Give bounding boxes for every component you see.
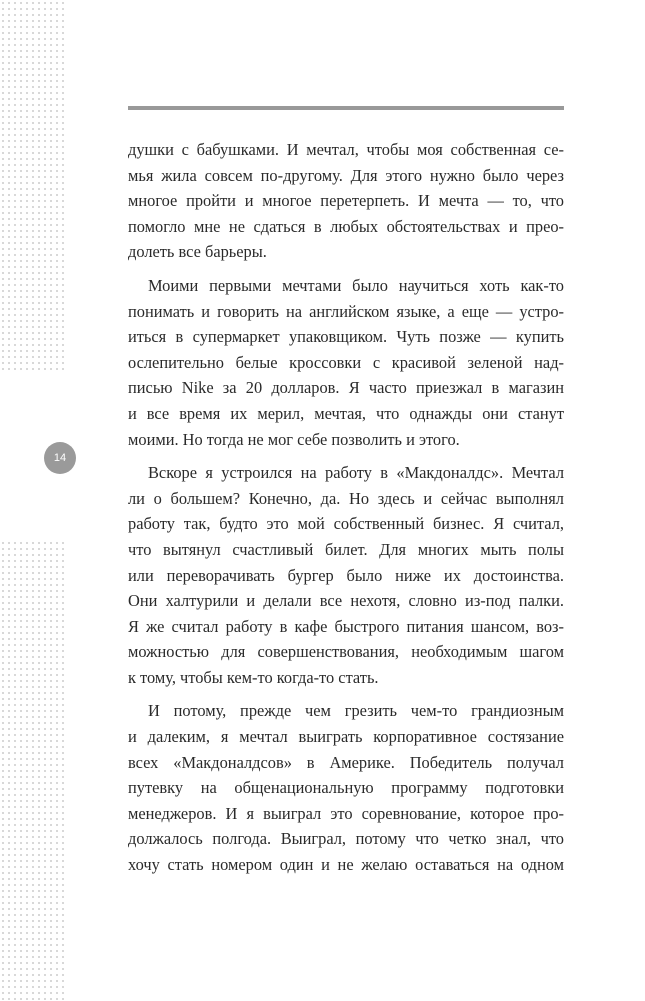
text-line: Моими первыми мечтами было научиться хоть как-то [148,275,564,295]
text-line: ослепительно белые кроссовки с красивой зеленой над- [128,352,564,372]
text-line: помогло мне не сдаться в любых обстоятельствах и прео- [128,216,564,236]
header-rule [128,106,564,110]
text-line: и далеким, я мечтал выиграть корпоративное состязание [128,727,564,747]
page-number: 14 [53,452,67,464]
text-line: к тому, чтобы кем-то когда-то стать. [128,667,379,687]
text-line: всех «Макдоналдсов» в Америке. Победитель получал [128,752,564,772]
text-line: или переворачивать бургер было ниже их достоинства. [128,565,564,585]
dot-pattern-top [0,0,68,372]
text-line: душки с бабушками. И мечтал, чтобы моя собственная се- [128,140,564,159]
text-line: ли о большем? Конечно, да. Но здесь и сейчас выполнял [128,488,564,508]
text-line: моими. Но тогда не мог себе позволить и этого. [128,429,460,449]
text-line: что вытянул счастливый билет. Для многих мыть полы [128,539,564,559]
dot-pattern-bottom [0,540,68,1001]
text-line: и все время их мерил, мечтая, что однажды они станут [128,403,564,423]
text-line: Они халтурили и делали все нехотя, словно из-под палки. [128,591,564,611]
text-line: Вскоре я устроился на работу в «Макдоналдс». Мечтал [148,463,564,483]
paragraph [128,273,564,452]
paragraph [128,698,564,877]
page-number-badge [44,442,76,474]
text-line: долеть все барьеры. [128,242,267,262]
text-line: многое пройти и многое перетерпеть. И мечта — то, что [128,191,564,211]
text-line: работу так, будто это мой собственный бизнес. Я считал, [128,514,564,534]
text-line: И потому, прежде чем грезить чем-то грандиозным [148,701,564,721]
text-line: Я же считал работу в кафе быстрого питания шансом, воз- [128,616,564,636]
text-line: писью Nike за 20 долларов. Я часто приезжал в магазин [128,378,564,398]
paragraph [128,460,564,690]
text-line: иться в супермаркет упаковщиком. Чуть позже — купить [128,327,564,347]
text-line: понимать и говорить на английском языке, а еще — устро- [128,301,564,321]
text-line: менеджеров. И я выиграл это соревнование, которое про- [128,803,564,823]
paragraph [128,137,564,265]
text-line: хочу стать номером один и не желаю оставаться на одном [128,855,564,875]
body-text [128,137,564,886]
text-line: мья жила совсем по-другому. Для этого нужно было через [128,165,564,185]
text-line: можностью для совершенствования, необходимым шагом [128,642,564,662]
text-line: должалось полгода. Выиграл, потому что четко знал, что [128,829,564,849]
text-line: путевку на общенациональную программу подготовки [128,778,564,798]
